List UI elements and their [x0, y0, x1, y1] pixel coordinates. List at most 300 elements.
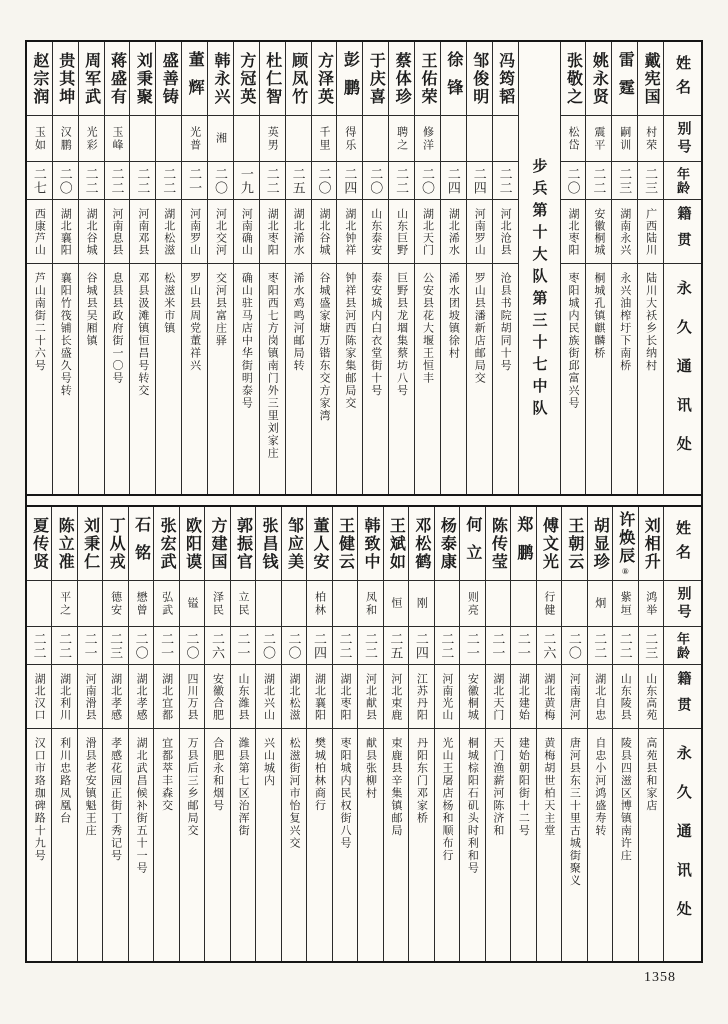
person-origin: 湖北枣阳 — [260, 200, 285, 264]
person-name-text: 杜仁智 — [263, 51, 281, 106]
person-address: 万县后三乡邮局交 — [186, 737, 199, 837]
person-origin: 湖北谷城 — [312, 200, 337, 264]
person-name-text: 冯筠韬 — [496, 51, 514, 106]
person-address: 宜都萃丰森交 — [160, 737, 173, 812]
person-name — [467, 42, 492, 116]
person-origin: 山东泰安 — [363, 200, 388, 264]
person-alias: 修洋 — [415, 116, 440, 162]
person-address: 光山王屠店杨和顺布行 — [440, 737, 453, 862]
person-age: 二二 — [586, 162, 611, 200]
person-name-text: 方冠英 — [237, 51, 255, 106]
person-origin: 山东潍县 — [231, 665, 255, 729]
roster-column — [586, 42, 612, 494]
person-address: 唐河县东三十里古城街聚义 — [568, 737, 581, 887]
person-alias — [282, 581, 306, 627]
person-name — [639, 507, 663, 581]
person-name-text: 张敬之 — [564, 51, 582, 106]
person-name — [154, 507, 178, 581]
person-name-text: 贵其坤 — [56, 51, 74, 106]
person-name — [256, 507, 280, 581]
roster-column — [286, 42, 312, 494]
person-age: 二四 — [441, 162, 466, 200]
person-address: 谷城盛家塘万锴东交方家湾 — [317, 272, 330, 422]
roster-column — [79, 42, 105, 494]
header-name: 姓名 — [664, 42, 701, 116]
person-age: 二〇 — [363, 162, 388, 200]
person-address: 桐城孔镇麒麟桥 — [592, 272, 605, 360]
person-name-text: 赵宗润 — [30, 51, 48, 106]
person-age: 二一 — [486, 627, 510, 665]
person-address: 巨野县龙堌集蔡坊八号 — [395, 272, 408, 397]
person-origin: 湖北谷城 — [79, 200, 104, 264]
person-age: 二〇 — [415, 162, 440, 200]
person-origin: 湖北宜都 — [154, 665, 178, 729]
roster-column — [52, 507, 77, 961]
person-age: 二二 — [260, 162, 285, 200]
person-origin: 安徽桐城 — [586, 200, 611, 264]
person-alias: 行健 — [537, 581, 561, 627]
header-contact: 永久通讯处 — [674, 280, 691, 475]
person-address: 松滋街河市怡复兴交 — [288, 737, 301, 850]
person-age: 二六 — [205, 627, 229, 665]
roster-column — [358, 507, 383, 961]
person-address: 枣阳城内民族街邱富兴号 — [566, 272, 579, 410]
person-alias — [286, 116, 311, 162]
person-address: 陆川大袄乡长纳村 — [644, 272, 657, 372]
person-origin: 河南息县 — [105, 200, 130, 264]
roster-column — [256, 507, 281, 961]
person-name — [129, 507, 153, 581]
person-origin: 湖北浠水 — [286, 200, 311, 264]
roster-column — [205, 507, 230, 961]
person-alias — [467, 116, 492, 162]
person-name-text: 刘相升 — [642, 516, 660, 571]
person-alias: 湘 — [208, 116, 233, 162]
person-age: 二六 — [537, 627, 561, 665]
person-age: 二一 — [182, 162, 207, 200]
roster-column — [638, 42, 664, 494]
person-alias — [435, 581, 459, 627]
person-age: 二一 — [78, 627, 102, 665]
person-name-text: 雷霆 — [616, 50, 634, 107]
person-name-text: 盛善铸 — [160, 51, 178, 106]
person-name-text: 欧阳谟 — [183, 516, 201, 571]
roster-column — [441, 42, 467, 494]
person-alias — [441, 116, 466, 162]
roster-column — [312, 42, 338, 494]
person-alias: 恒 — [384, 581, 408, 627]
person-name-text: 王佑荣 — [418, 51, 436, 106]
person-alias — [363, 116, 388, 162]
person-alias — [234, 116, 259, 162]
person-name — [205, 507, 229, 581]
person-name — [493, 42, 518, 116]
person-age: 二〇 — [282, 627, 306, 665]
person-age: 二四 — [307, 627, 331, 665]
roster-column — [53, 42, 79, 494]
roster-column — [493, 42, 519, 494]
person-age: 二二 — [27, 627, 51, 665]
header-name: 姓名 — [664, 507, 701, 581]
person-origin: 安徽桐城 — [460, 665, 484, 729]
person-origin: 湖北枣阳 — [333, 665, 357, 729]
person-address: 兴山城内 — [262, 737, 275, 787]
person-address: 息县县政府街一〇号 — [110, 272, 123, 385]
roster-table-top — [27, 42, 701, 494]
person-name — [613, 507, 637, 581]
roster-column — [208, 42, 234, 494]
person-alias: 懋曾 — [129, 581, 153, 627]
person-name — [588, 507, 612, 581]
person-name-text: 许焕辰 — [616, 511, 634, 565]
person-name — [312, 42, 337, 116]
person-name-text: 董人安 — [310, 516, 328, 571]
roster-column — [435, 507, 460, 961]
person-name — [156, 42, 181, 116]
person-alias — [27, 581, 51, 627]
person-name-text: 王朝云 — [565, 516, 583, 571]
person-name — [441, 42, 466, 116]
roster-column — [154, 507, 179, 961]
person-age: 二二 — [79, 162, 104, 200]
person-name — [103, 507, 127, 581]
roster-column — [612, 42, 638, 494]
person-origin: 湖北枣阳 — [561, 200, 586, 264]
person-origin: 湖北浠水 — [441, 200, 466, 264]
person-name — [53, 42, 78, 116]
roster-column — [307, 507, 332, 961]
person-age: 二〇 — [180, 627, 204, 665]
person-age: 二二 — [358, 627, 382, 665]
person-alias: 村荣 — [638, 116, 663, 162]
person-name — [337, 42, 362, 116]
person-alias — [156, 116, 181, 162]
roster-column — [231, 507, 256, 961]
person-address: 谷城县吴厢镇 — [85, 272, 98, 347]
person-address: 潍县第七区治浑街 — [237, 737, 250, 837]
person-address: 罗山县周党董祥兴 — [188, 272, 201, 372]
person-origin: 湖北兴山 — [256, 665, 280, 729]
person-origin: 山东巨野 — [389, 200, 414, 264]
person-address: 天门渔薪河陈济和 — [491, 737, 504, 837]
person-age: 二二 — [389, 162, 414, 200]
person-age: 二〇 — [208, 162, 233, 200]
roster-column — [27, 507, 52, 961]
person-name-text: 顾凤竹 — [289, 51, 307, 106]
person-alias: 聘之 — [389, 116, 414, 162]
person-name — [208, 42, 233, 116]
person-alias: 平之 — [52, 581, 76, 627]
roster-column — [537, 507, 562, 961]
person-name — [307, 507, 331, 581]
person-alias — [511, 581, 535, 627]
person-name-text: 方泽英 — [315, 51, 333, 106]
person-name — [460, 507, 484, 581]
person-address: 陵县四滋区博镇南许庄 — [619, 737, 632, 862]
person-alias: 柏林 — [307, 581, 331, 627]
person-name — [384, 507, 408, 581]
person-name-text: 董辉 — [186, 50, 204, 107]
person-age: 二二 — [52, 627, 76, 665]
person-address: 泰安城内白衣堂街十号 — [369, 272, 382, 397]
roster-column — [613, 507, 638, 961]
roster-column — [561, 42, 587, 494]
person-alias: 德安 — [103, 581, 127, 627]
person-alias: 则亮 — [460, 581, 484, 627]
person-alias: 镒 — [180, 581, 204, 627]
roster-column — [333, 507, 358, 961]
roster-column — [260, 42, 286, 494]
person-origin: 山东陵县 — [613, 665, 637, 729]
person-address: 松滋米市镇 — [162, 272, 175, 335]
person-name-text: 傅文光 — [540, 516, 558, 571]
roster-column — [415, 42, 441, 494]
person-alias: 玉如 — [27, 116, 52, 162]
person-name — [260, 42, 285, 116]
person-age: 二一 — [511, 627, 535, 665]
roster-column — [389, 42, 415, 494]
person-address: 高苑县和家店 — [644, 737, 657, 812]
person-alias — [333, 581, 357, 627]
roster-column — [182, 42, 208, 494]
person-address: 芦山南街二十六号 — [33, 272, 46, 372]
person-alias — [486, 581, 510, 627]
person-name — [586, 42, 611, 116]
table-divider — [27, 494, 701, 507]
person-address: 樊城柏林商行 — [313, 737, 326, 812]
person-alias: 泽民 — [205, 581, 229, 627]
roster-column — [460, 507, 485, 961]
person-name-text: 邹应美 — [285, 516, 303, 571]
person-name-text: 王健云 — [336, 516, 354, 571]
person-address: 建始朝阳街十二号 — [517, 737, 530, 837]
unit-title-column — [519, 42, 561, 494]
person-alias — [256, 581, 280, 627]
person-origin: 广西陆川 — [638, 200, 663, 264]
person-alias: 立民 — [231, 581, 255, 627]
person-name-text: 韩永兴 — [211, 51, 229, 106]
roster-column — [467, 42, 493, 494]
person-name — [333, 507, 357, 581]
person-age: 二〇 — [129, 627, 153, 665]
person-address: 束鹿县辛集镇邮局 — [389, 737, 402, 837]
person-age: 二二 — [588, 627, 612, 665]
person-origin: 湖北汉口 — [27, 665, 51, 729]
person-origin: 河北交河 — [208, 200, 233, 264]
person-address: 罗山县潘新店邮局交 — [473, 272, 486, 385]
person-name-text: 陈传莹 — [489, 516, 507, 571]
person-name — [234, 42, 259, 116]
person-address: 永兴油榨圩下南桥 — [618, 272, 631, 372]
person-origin: 河南罗山 — [467, 200, 492, 264]
person-name — [537, 507, 561, 581]
person-age: 二三 — [612, 162, 637, 200]
person-alias: 汉鹏 — [53, 116, 78, 162]
roster-column — [282, 507, 307, 961]
person-origin: 河南唐河 — [562, 665, 586, 729]
person-origin: 河南滑县 — [78, 665, 102, 729]
person-origin: 河北沧县 — [493, 200, 518, 264]
person-name — [52, 507, 76, 581]
person-address: 滑县老安镇魁王庄 — [84, 737, 97, 837]
person-age: 二〇 — [256, 627, 280, 665]
person-alias: 得乐 — [337, 116, 362, 162]
person-origin: 湖北利川 — [52, 665, 76, 729]
header-origin: 籍贯 — [664, 200, 701, 264]
roster-column — [384, 507, 409, 961]
roster-column — [639, 507, 664, 961]
person-address: 孝感花园正街丁秀记号 — [109, 737, 122, 862]
person-alias: 震平 — [586, 116, 611, 162]
person-name — [435, 507, 459, 581]
person-address: 邓县汲滩镇恒昌号转交 — [136, 272, 149, 397]
person-name — [358, 507, 382, 581]
person-address: 襄阳竹筏铺长盛久号转 — [59, 272, 72, 397]
roster-column — [363, 42, 389, 494]
person-age: 二四 — [467, 162, 492, 200]
person-age: 二三 — [638, 162, 663, 200]
person-name-text: 彭鹏 — [341, 50, 359, 107]
person-origin: 湖南永兴 — [612, 200, 637, 264]
person-alias — [562, 581, 586, 627]
person-name — [27, 42, 52, 116]
header-age: 年龄 — [664, 162, 701, 200]
person-name — [612, 42, 637, 116]
person-address: 汉口市珞珈碑路十九号 — [33, 737, 46, 862]
person-origin: 河南邓县 — [130, 200, 155, 264]
person-address: 利川忠路凤凰台 — [58, 737, 71, 825]
person-alias: 紫垣 — [613, 581, 637, 627]
person-origin: 湖北松滋 — [156, 200, 181, 264]
roster-column — [130, 42, 156, 494]
person-origin: 湖北松滋 — [282, 665, 306, 729]
person-name — [105, 42, 130, 116]
person-age: 二五 — [384, 627, 408, 665]
person-alias — [130, 116, 155, 162]
person-alias: 英男 — [260, 116, 285, 162]
person-address: 钟祥县河西陈家集邮局交 — [343, 272, 356, 410]
person-origin: 湖北襄阳 — [53, 200, 78, 264]
person-age: 二四 — [337, 162, 362, 200]
person-origin: 湖北自忠 — [588, 665, 612, 729]
person-age: 二〇 — [53, 162, 78, 200]
person-address: 自忠小河鸿盛寿转 — [593, 737, 606, 837]
directory-page-frame — [25, 40, 703, 963]
person-name-text: 陈立准 — [56, 516, 74, 571]
person-age: 二一 — [460, 627, 484, 665]
person-origin: 湖北天门 — [415, 200, 440, 264]
roster-column — [486, 507, 511, 961]
person-name-text: 韩致中 — [361, 516, 379, 571]
person-age: 二〇 — [562, 627, 586, 665]
person-address: 丹阳东门邓家桥 — [415, 737, 428, 825]
person-age: 二二 — [435, 627, 459, 665]
roster-column — [409, 507, 434, 961]
person-address: 浠水团坡镇徐村 — [447, 272, 460, 360]
page-number: 1358 — [644, 970, 676, 985]
person-alias: 嗣训 — [612, 116, 637, 162]
person-age: 二二 — [105, 162, 130, 200]
person-age: 二〇 — [561, 162, 586, 200]
person-alias: 千里 — [312, 116, 337, 162]
person-alias — [78, 581, 102, 627]
person-address: 浠水鸡鸣河邮局转 — [292, 272, 305, 372]
person-name-text: 郭振官 — [234, 516, 252, 571]
person-name-text: 胡显珍 — [591, 516, 609, 571]
person-address: 枣阳西七方岗镇南门外三里刘家庄 — [266, 272, 279, 460]
person-age: 二〇 — [312, 162, 337, 200]
roster-column — [156, 42, 182, 494]
person-alias: 炯 — [588, 581, 612, 627]
person-alias: 弘武 — [154, 581, 178, 627]
person-name — [561, 42, 586, 116]
person-name-text: 周军武 — [82, 51, 100, 106]
header-column-bottom — [664, 507, 701, 961]
person-alias: 刚 — [409, 581, 433, 627]
person-name-text: 杨泰康 — [438, 516, 456, 571]
person-age: 二三 — [103, 627, 127, 665]
person-name — [409, 507, 433, 581]
name-footnote-mark: ⑧ — [620, 567, 630, 576]
person-name-text: 夏传贤 — [30, 516, 48, 571]
person-origin: 河南罗山 — [182, 200, 207, 264]
person-name-text: 徐锋 — [444, 50, 462, 107]
person-alias: 松岱 — [561, 116, 586, 162]
person-name-text: 郑鹏 — [514, 515, 532, 572]
person-origin: 湖北孝感 — [129, 665, 153, 729]
roster-column — [511, 507, 536, 961]
person-age: 二二 — [333, 627, 357, 665]
person-origin: 山东高苑 — [639, 665, 663, 729]
header-alias: 别号 — [664, 116, 701, 162]
person-name-text: 戴宪国 — [642, 51, 660, 106]
person-address: 公安县花大堰王恒丰 — [421, 272, 434, 385]
person-name — [79, 42, 104, 116]
person-address: 枣阳城内民权街八号 — [339, 737, 351, 850]
person-age: 二一 — [154, 627, 178, 665]
person-age: 一九 — [234, 162, 259, 200]
roster-column — [78, 507, 103, 961]
person-origin: 河南光山 — [435, 665, 459, 729]
person-name-text: 刘秉仁 — [81, 516, 99, 571]
roster-column — [180, 507, 205, 961]
roster-column — [588, 507, 613, 961]
person-name — [389, 42, 414, 116]
person-origin: 湖北天门 — [486, 665, 510, 729]
person-alias: 光彩 — [79, 116, 104, 162]
person-origin: 河北献县 — [358, 665, 382, 729]
person-origin: 河北束鹿 — [384, 665, 408, 729]
person-age: 二五 — [286, 162, 311, 200]
person-age: 二三 — [639, 627, 663, 665]
roster-table-bottom — [27, 507, 701, 961]
person-age: 二四 — [409, 627, 433, 665]
roster-column — [562, 507, 587, 961]
person-name-text: 王斌如 — [387, 516, 405, 571]
person-alias: 鸿举 — [639, 581, 663, 627]
person-alias: 光普 — [182, 116, 207, 162]
person-address: 合肥永和烟号 — [211, 737, 224, 812]
person-address: 桐城棕阳石矶头时利和号 — [466, 737, 479, 875]
person-name — [231, 507, 255, 581]
roster-column — [103, 507, 128, 961]
person-name — [486, 507, 510, 581]
roster-column — [337, 42, 363, 494]
person-origin: 湖北襄阳 — [307, 665, 331, 729]
person-name-text: 石铭 — [132, 515, 150, 572]
person-name-text: 蒋盛有 — [108, 51, 126, 106]
person-origin: 四川万县 — [180, 665, 204, 729]
